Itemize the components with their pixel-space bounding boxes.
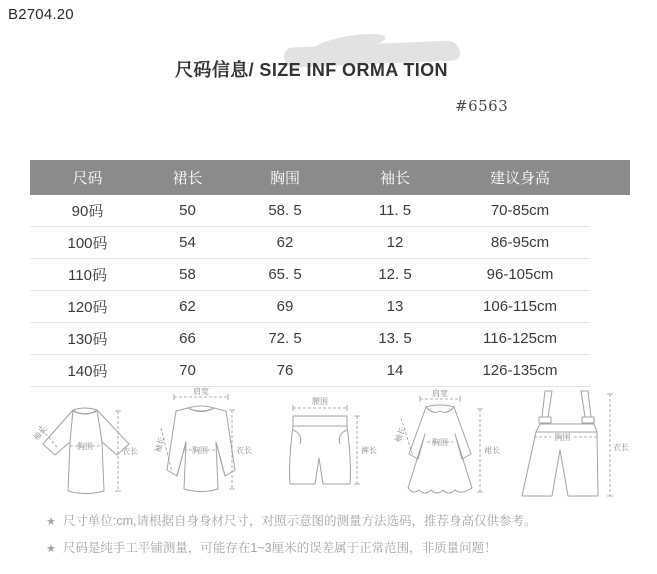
- table-cell: 11. 5: [340, 195, 450, 227]
- note-line: [46, 508, 632, 535]
- note-text: 尺寸单位:cm,请根据自身身材尺寸，对照示意图的测量方法选码，推荐身高仅供参考。: [62, 514, 537, 528]
- dress-length-label: 裙长: [484, 446, 501, 455]
- table-header-cell: 建议身高: [450, 160, 590, 195]
- shorts-diagram: [263, 384, 381, 512]
- table-cell: 140码: [30, 355, 145, 387]
- table-header-cell: 裙长: [145, 160, 230, 195]
- table-header-cell: 袖长: [340, 160, 450, 195]
- table-row: [30, 195, 630, 227]
- star-bullet: ★: [46, 516, 56, 528]
- table-cell: 58: [145, 259, 230, 291]
- dress-diagram: [384, 384, 502, 512]
- table-cell: 126-135cm: [450, 355, 590, 387]
- table-row: [30, 227, 630, 259]
- table-cell: 12. 5: [340, 259, 450, 291]
- overalls-chest-label: 胸围: [554, 433, 571, 442]
- table-cell: 90码: [30, 195, 145, 227]
- table-cell: [590, 323, 630, 355]
- table-row: [30, 291, 630, 323]
- table-cell: 54: [145, 227, 230, 259]
- longsleeve-chest-label: 胸围: [191, 446, 208, 455]
- longsleeve-sleeve-label: 袖长: [153, 435, 167, 454]
- shorts-waist-label: 腰围: [311, 397, 328, 406]
- notes-section: [46, 508, 632, 562]
- table-row: [30, 355, 630, 387]
- longsleeve-diagram: [144, 384, 259, 512]
- note-text: 尺码是纯手工平铺测量，可能存在1~3厘米的误差属于正常范围，非质量问题！: [62, 541, 497, 555]
- tshirt-sleeve-label: 袖长: [31, 424, 50, 443]
- table-cell: 76: [230, 355, 340, 387]
- tshirt-diagram: [28, 384, 140, 512]
- product-code: #6563: [455, 97, 509, 115]
- table-cell: 13: [340, 291, 450, 323]
- table-cell: 100码: [30, 227, 145, 259]
- table-cell: 130码: [30, 323, 145, 355]
- table-cell: 106-115cm: [450, 291, 590, 323]
- overalls-length-label: 衣长: [613, 443, 629, 452]
- tshirt-chest-label: 胸围: [77, 442, 93, 451]
- table-header-row: [30, 160, 630, 195]
- note-line: [46, 535, 632, 562]
- table-cell: 12: [340, 227, 450, 259]
- table-header-cell: 胸围: [230, 160, 340, 195]
- size-table: [30, 160, 630, 387]
- table-cell: 86-95cm: [450, 227, 590, 259]
- table-header-cell: [590, 160, 630, 195]
- page-title: [0, 56, 657, 82]
- table-row: [30, 323, 630, 355]
- table-cell: 62: [230, 227, 340, 259]
- table-cell: 70: [145, 355, 230, 387]
- table-cell: 70-85cm: [450, 195, 590, 227]
- table-cell: [590, 227, 630, 259]
- page-title-text: 尺码信息/ SIZE INF ORMA TION: [175, 60, 448, 80]
- table-cell: 69: [230, 291, 340, 323]
- table-cell: [590, 259, 630, 291]
- table-cell: 66: [145, 323, 230, 355]
- table-cell: 120码: [30, 291, 145, 323]
- table-row: [30, 259, 630, 291]
- table-cell: 96-105cm: [450, 259, 590, 291]
- dress-chest-label: 胸围: [432, 438, 449, 447]
- table-cell: [590, 355, 630, 387]
- table-cell: 110码: [30, 259, 145, 291]
- tshirt-length-label: 衣长: [122, 447, 138, 456]
- table-cell: 58. 5: [230, 195, 340, 227]
- sku-code: B2704.20: [8, 6, 74, 23]
- table-cell: 50: [145, 195, 230, 227]
- table-cell: 116-125cm: [450, 323, 590, 355]
- table-cell: 62: [145, 291, 230, 323]
- table-cell: 65. 5: [230, 259, 340, 291]
- longsleeve-length-label: 衣长: [235, 446, 252, 455]
- dress-sleeve-label: 袖长: [393, 425, 408, 444]
- table-cell: 13. 5: [340, 323, 450, 355]
- overalls-diagram: [506, 384, 630, 512]
- star-bullet: ★: [46, 543, 56, 555]
- table-header-cell: 尺码: [30, 160, 145, 195]
- table-cell: 72. 5: [230, 323, 340, 355]
- table-cell: 14: [340, 355, 450, 387]
- longsleeve-shoulder-label: 肩宽: [192, 387, 209, 396]
- table-cell: [590, 291, 630, 323]
- shorts-length-label: 裤长: [360, 446, 377, 455]
- measurement-diagrams: [28, 384, 630, 512]
- dress-shoulder-label: 肩宽: [432, 389, 449, 398]
- table-cell: [590, 195, 630, 227]
